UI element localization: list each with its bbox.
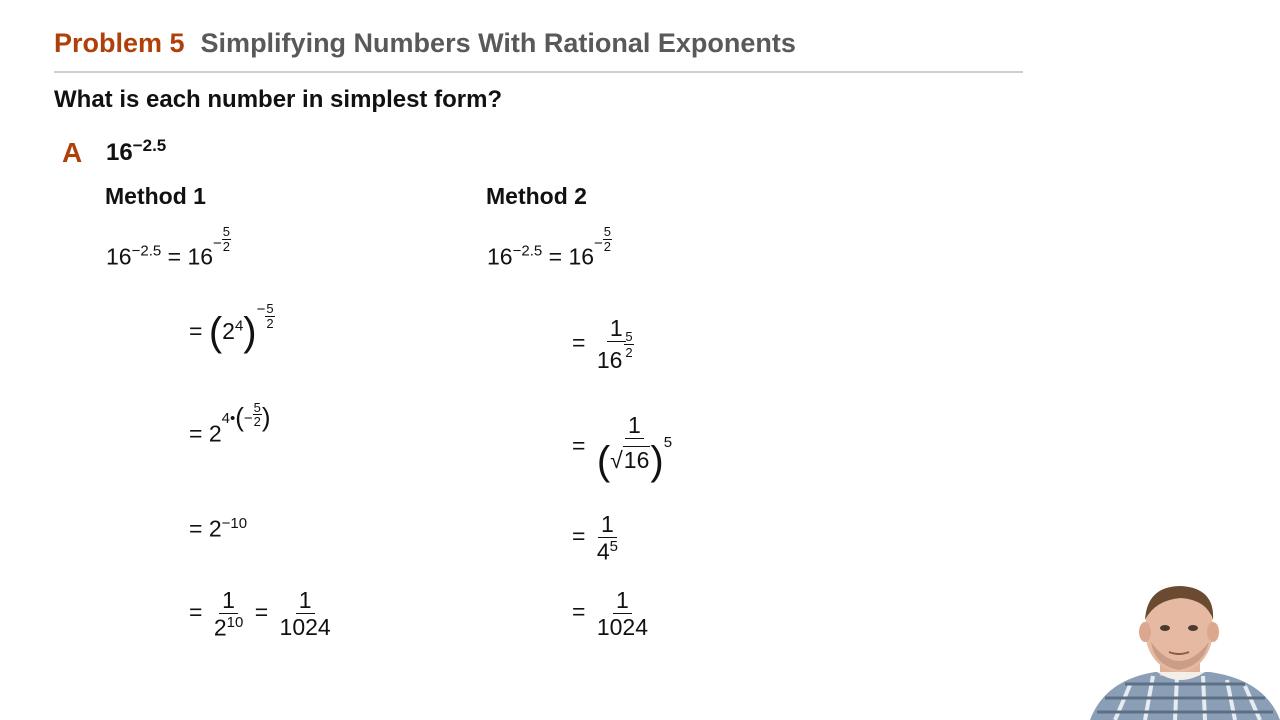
m2-step-2: = 1 16 $^{\frac{5}{2}}$ (572, 315, 633, 374)
method-2-label: Method 2 (486, 183, 587, 209)
expression-exponent: −2.5 (132, 136, 167, 155)
part-letter: A (62, 137, 83, 168)
problem-number: Problem 5 (54, 28, 185, 58)
m1-step-5: = $\frac{1}{2^{10}}$ = $\frac{1}{1024}$ (189, 587, 331, 641)
expression-base: 16 (106, 139, 133, 166)
m1-step-2: = $(2^4)^{- \frac{5}{2}}$ (189, 301, 274, 354)
problem-title: Simplifying Numbers With Rational Exponents (200, 28, 796, 58)
part-expression (106, 136, 166, 167)
m2-step-3: = $\frac{1}{(√16)^5}$ (572, 412, 673, 484)
m2-step-5: = $\frac{1}{1024}$ (572, 587, 648, 641)
m2-step-1: $16^{-2.5} = 16^{- \frac{5}{2}}$ (487, 224, 612, 270)
m2-step-4: = $\frac{1}{4^5}$ (572, 511, 618, 565)
m1-step-4: = $2^{-10}$ (189, 515, 248, 542)
m1-step-3: = $2^{4•(- \frac{5}{2} )}$ (189, 399, 271, 447)
question-text: What is each number in simplest form? (54, 86, 503, 113)
m1-step-1: $16^{-2.5} = 16^{- \frac{5}{2}}$ (106, 224, 231, 270)
header-divider (54, 71, 1023, 73)
square-root-icon: √16 (610, 447, 650, 474)
presenter-video (1085, 580, 1280, 720)
method-1-label: Method 1 (105, 183, 206, 209)
problem-header (54, 28, 796, 59)
